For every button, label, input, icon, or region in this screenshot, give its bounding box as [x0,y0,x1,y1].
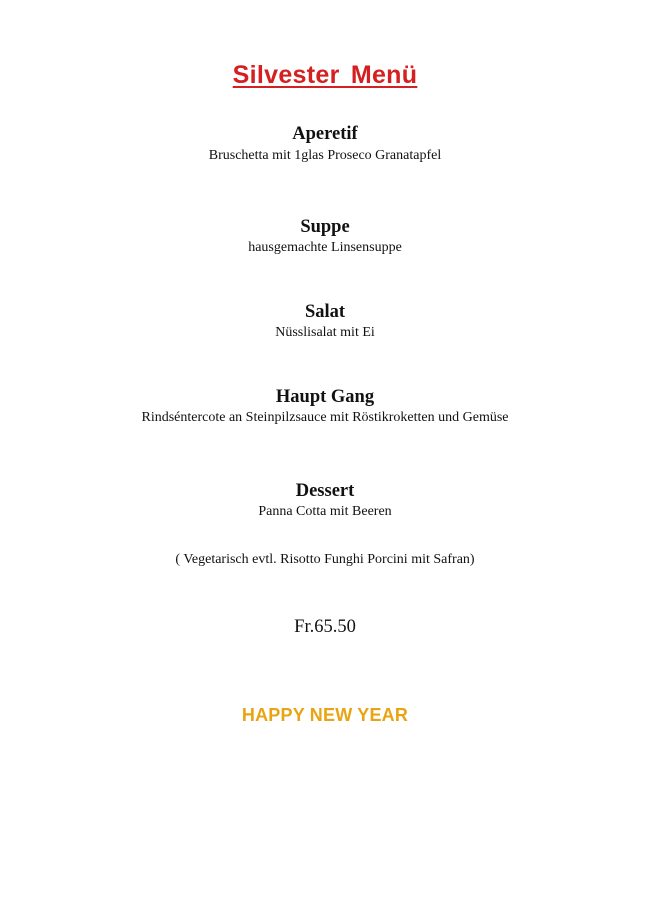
course-description-aperetif: Bruschetta mit 1glas Proseco Granatapfel [208,148,442,163]
course-heading-haupt-gang: Haupt Gang [275,387,375,407]
happy-new-year-greeting: HAPPY NEW YEAR [241,705,409,725]
course-heading-suppe: Suppe [300,217,350,237]
menu-price: Fr.65.50 [294,617,356,637]
course-heading-aperetif: Aperetif [292,124,358,144]
course-description-salat: Nüsslisalat mit Ei [275,325,375,340]
course-heading-dessert: Dessert [295,481,355,501]
course-heading-salat: Salat [304,302,346,322]
course-description-suppe: hausgemachte Linsensuppe [248,240,402,255]
course-description-haupt-gang: Rindséntercote an Steinpilzsauce mit Röstikroketten und Gemüse [141,410,509,425]
course-description-dessert: Panna Cotta mit Beeren [258,504,392,519]
vegetarian-note: ( Vegetarisch evtl. Risotto Funghi Porcini mit Safran) [175,552,475,567]
menu-title: Silvester Menü [232,61,418,89]
